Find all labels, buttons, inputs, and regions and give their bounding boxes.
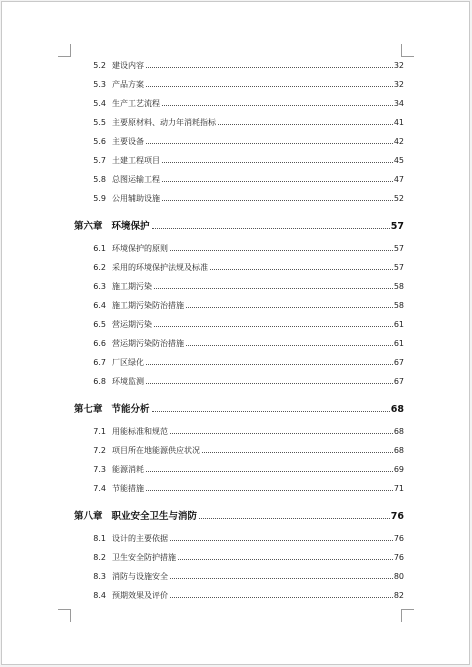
toc-page-number: 69 bbox=[393, 465, 404, 474]
toc-page-number: 45 bbox=[393, 156, 404, 165]
toc-entry-title: 施工期污染防治措施 bbox=[112, 301, 184, 310]
toc-entry-number: 第六章 bbox=[74, 221, 103, 232]
toc-entry-title: 节能分析 bbox=[111, 404, 150, 415]
toc-entry-title: 节能措施 bbox=[112, 484, 144, 493]
toc-entry-number: 5.8 bbox=[93, 175, 106, 184]
toc-page-number: 47 bbox=[393, 175, 404, 184]
toc-entry-number: 7.1 bbox=[93, 427, 106, 436]
toc-entry-number: 6.4 bbox=[93, 301, 106, 310]
toc-page-number: 32 bbox=[393, 61, 404, 70]
toc-entry-number: 5.9 bbox=[93, 194, 106, 203]
toc-page-number: 58 bbox=[393, 301, 404, 310]
toc-entry-number: 6.5 bbox=[93, 320, 106, 329]
toc-page-number: 67 bbox=[393, 358, 404, 367]
dot-leader bbox=[162, 105, 393, 106]
toc-section-entry[interactable] bbox=[74, 262, 404, 273]
toc-page-number: 61 bbox=[393, 320, 404, 329]
dot-leader bbox=[146, 471, 393, 472]
dot-leader bbox=[154, 326, 393, 327]
toc-page-number: 80 bbox=[393, 572, 404, 581]
toc-section-entry[interactable] bbox=[74, 338, 404, 349]
toc-section-entry[interactable] bbox=[74, 79, 404, 90]
toc-entry-number: 6.2 bbox=[93, 263, 106, 272]
toc-entry-title: 厂区绿化 bbox=[112, 358, 144, 367]
toc-section-entry[interactable] bbox=[74, 136, 404, 147]
toc-entry-number: 8.1 bbox=[93, 534, 106, 543]
toc-entry-number: 6.7 bbox=[93, 358, 106, 367]
toc-chapter-entry[interactable] bbox=[74, 218, 404, 232]
toc-section-entry[interactable] bbox=[74, 117, 404, 128]
toc-entry-number: 5.4 bbox=[93, 99, 106, 108]
toc-entry-number: 8.3 bbox=[93, 572, 106, 581]
toc-page-number: 82 bbox=[393, 591, 404, 600]
toc-section-entry[interactable] bbox=[74, 243, 404, 254]
dot-leader bbox=[170, 578, 393, 579]
toc-entry-title: 卫生安全防护措施 bbox=[112, 553, 176, 562]
toc-entry-number: 第七章 bbox=[74, 404, 103, 415]
toc-entry-number: 5.3 bbox=[93, 80, 106, 89]
toc-page-number: 68 bbox=[393, 446, 404, 455]
toc-page-number: 57 bbox=[393, 244, 404, 253]
toc-entry-title: 职业安全卫生与消防 bbox=[111, 511, 198, 522]
dot-leader bbox=[146, 86, 393, 87]
dot-leader bbox=[162, 162, 393, 163]
toc-entry-title: 采用的环境保护法规及标准 bbox=[112, 263, 208, 272]
toc-entry-title: 主要设备 bbox=[112, 137, 144, 146]
toc-entry-title: 主要原材料、动力年消耗指标 bbox=[112, 118, 216, 127]
dot-leader bbox=[202, 452, 393, 453]
toc-entry-title: 土建工程项目 bbox=[112, 156, 160, 165]
toc-page-number: 58 bbox=[393, 282, 404, 291]
toc-entry-number: 6.8 bbox=[93, 377, 106, 386]
toc-entry-title: 总图运输工程 bbox=[112, 175, 160, 184]
toc-section-entry[interactable] bbox=[74, 533, 404, 544]
toc-entry-title: 施工期污染 bbox=[112, 282, 152, 291]
dot-leader bbox=[170, 540, 393, 541]
dot-leader bbox=[162, 181, 393, 182]
toc-page-number: 42 bbox=[393, 137, 404, 146]
toc-section-entry[interactable] bbox=[74, 281, 404, 292]
toc-entry-number: 5.6 bbox=[93, 137, 106, 146]
toc-entry-title: 营运期污染防治措施 bbox=[112, 339, 184, 348]
toc-entry-title: 环境保护的原则 bbox=[112, 244, 168, 253]
toc-section-entry[interactable] bbox=[74, 590, 404, 601]
toc-entry-title: 产品方案 bbox=[112, 80, 144, 89]
toc-page-number: 71 bbox=[393, 484, 404, 493]
toc-page-number: 57 bbox=[393, 263, 404, 272]
dot-leader bbox=[170, 597, 393, 598]
toc-entry-title: 公用辅助设施 bbox=[112, 194, 160, 203]
document-page bbox=[1, 1, 470, 665]
toc-entry-number: 6.1 bbox=[93, 244, 106, 253]
toc-page-number: 76 bbox=[393, 534, 404, 543]
toc-entry-title: 用能标准和规范 bbox=[112, 427, 168, 436]
toc-section-entry[interactable] bbox=[74, 174, 404, 185]
dot-leader bbox=[178, 559, 393, 560]
crop-mark-top-left bbox=[58, 44, 71, 57]
dot-leader bbox=[154, 288, 393, 289]
toc-page-number: 57 bbox=[390, 221, 404, 232]
toc-entry-number: 第八章 bbox=[74, 511, 103, 522]
toc-page-number: 68 bbox=[390, 404, 404, 415]
toc-entry-title: 预期效果及评价 bbox=[112, 591, 168, 600]
toc-entry-title: 项目所在地能源供应状况 bbox=[112, 446, 200, 455]
toc-section-entry[interactable] bbox=[74, 193, 404, 204]
crop-mark-top-right bbox=[401, 44, 414, 57]
toc-section-entry[interactable] bbox=[74, 464, 404, 475]
toc-chapter-entry[interactable] bbox=[74, 401, 404, 415]
toc-entry-number: 7.2 bbox=[93, 446, 106, 455]
dot-leader bbox=[162, 200, 393, 201]
toc-section-entry[interactable] bbox=[74, 483, 404, 494]
toc-page-number: 41 bbox=[393, 118, 404, 127]
toc-page-number: 67 bbox=[393, 377, 404, 386]
dot-leader bbox=[186, 307, 393, 308]
toc-entry-number: 6.6 bbox=[93, 339, 106, 348]
crop-mark-bottom-left bbox=[58, 609, 71, 622]
toc-section-entry[interactable] bbox=[74, 60, 404, 71]
toc-entry-title: 消防与设施安全 bbox=[112, 572, 168, 581]
toc-page-number: 68 bbox=[393, 427, 404, 436]
dot-leader bbox=[146, 143, 393, 144]
dot-leader bbox=[146, 383, 393, 384]
toc-section-entry[interactable] bbox=[74, 357, 404, 368]
dot-leader bbox=[152, 228, 390, 229]
toc-entry-number: 8.2 bbox=[93, 553, 106, 562]
toc-entry-title: 建设内容 bbox=[112, 61, 144, 70]
dot-leader bbox=[146, 67, 393, 68]
toc-section-entry[interactable] bbox=[74, 155, 404, 166]
toc-section-entry[interactable] bbox=[74, 300, 404, 311]
toc-entry-title: 环境保护 bbox=[111, 221, 150, 232]
toc-section-entry[interactable] bbox=[74, 445, 404, 456]
toc-section-entry[interactable] bbox=[74, 98, 404, 109]
toc-section-entry[interactable] bbox=[74, 426, 404, 437]
toc-chapter-entry[interactable] bbox=[74, 508, 404, 522]
crop-mark-bottom-right bbox=[401, 609, 414, 622]
toc-section-entry[interactable] bbox=[74, 552, 404, 563]
toc-entry-title: 能源消耗 bbox=[112, 465, 144, 474]
dot-leader bbox=[186, 345, 393, 346]
toc-entry-title: 环境监测 bbox=[112, 377, 144, 386]
dot-leader bbox=[146, 364, 393, 365]
toc-entry-number: 7.3 bbox=[93, 465, 106, 474]
dot-leader bbox=[199, 518, 390, 519]
toc-entry-number: 6.3 bbox=[93, 282, 106, 291]
toc-entry-number: 5.7 bbox=[93, 156, 106, 165]
toc-page-number: 76 bbox=[393, 553, 404, 562]
dot-leader bbox=[170, 433, 393, 434]
dot-leader bbox=[146, 490, 393, 491]
toc-entry-number: 5.2 bbox=[93, 61, 106, 70]
toc-entry-title: 营运期污染 bbox=[112, 320, 152, 329]
toc-page-number: 76 bbox=[390, 511, 404, 522]
toc-page-number: 32 bbox=[393, 80, 404, 89]
toc-section-entry[interactable] bbox=[74, 319, 404, 330]
toc-section-entry[interactable] bbox=[74, 376, 404, 387]
toc-page-number: 34 bbox=[393, 99, 404, 108]
toc-page-number: 52 bbox=[393, 194, 404, 203]
toc-entry-number: 8.4 bbox=[93, 591, 106, 600]
toc-entry-number: 7.4 bbox=[93, 484, 106, 493]
dot-leader bbox=[218, 124, 393, 125]
toc-section-entry[interactable] bbox=[74, 571, 404, 582]
toc-entry-number: 5.5 bbox=[93, 118, 106, 127]
toc-page-number: 61 bbox=[393, 339, 404, 348]
dot-leader bbox=[152, 411, 390, 412]
dot-leader bbox=[170, 250, 393, 251]
toc-entry-title: 设计的主要依据 bbox=[112, 534, 168, 543]
dot-leader bbox=[210, 269, 393, 270]
toc-entry-title: 生产工艺流程 bbox=[112, 99, 160, 108]
